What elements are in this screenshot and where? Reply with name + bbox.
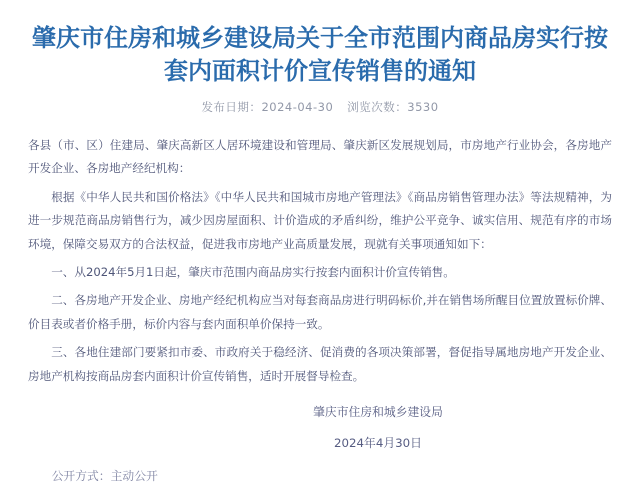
disclosure-value: 主动公开 <box>110 469 158 484</box>
issue-date: 2024年4月30日 <box>334 436 422 451</box>
disclosure-label: 公开方式： <box>51 469 111 484</box>
publish-date-label: 发布日期： <box>201 100 262 114</box>
salutation-paragraph: 各县（市、区）住建局、肇庆高新区人居环境建设和管理局、肇庆新区发展规划局，市房地产行业协会，各房地产开发企业、各房地产经纪机构： <box>28 138 612 176</box>
issuer-name: 肇庆市住房和城乡建设局 <box>313 405 443 420</box>
notice-title: 肇庆市住房和城乡建设局关于全市范围内商品房实行按套内面积计价宣传销售的通知 <box>32 24 608 85</box>
views-count-label: 浏览次数： <box>347 100 408 114</box>
notice-meta <box>0 99 640 115</box>
item-2-paragraph: 二、各房地产开发企业、房地产经纪机构应当对每套商品房进行明码标价,并在销售场所醒目位置放置标价牌、价目表或者价格手册，标价内容与套内面积单价保持一致。 <box>28 293 612 331</box>
legal-basis-paragraph: 根据《中华人民共和国价格法》《中华人民共和国城市房地产管理法》《商品房销售管理办法》等法规精神，为进一步规范商品房销售行为，减少因房屋面积、计价造成的矛盾纠纷，维护公平竞争、诚实信用、规范有序的市场环境，保障交易双方的合法权益，促进我市房地产业高质量发展，现就有关事项通知如下： <box>28 189 612 251</box>
signature-block <box>248 403 508 451</box>
disclosure-line <box>28 467 612 484</box>
item-3-paragraph: 三、各地住建部门要紧扣市委、市政府关于稳经济、促消费的各项决策部署，督促指导属地房地产开发企业、房地产机构按商品房套内面积计价宣传销售，适时开展督导检查。 <box>28 345 612 383</box>
notice-page <box>0 22 640 492</box>
views-count-value: 3530 <box>407 100 439 114</box>
publish-date-value: 2024-04-30 <box>261 100 334 114</box>
notice-body <box>28 134 612 388</box>
item-1-paragraph: 一、从2024年5月1日起，肇庆市范围内商品房实行按套内面积计价宣传销售。 <box>51 265 455 280</box>
